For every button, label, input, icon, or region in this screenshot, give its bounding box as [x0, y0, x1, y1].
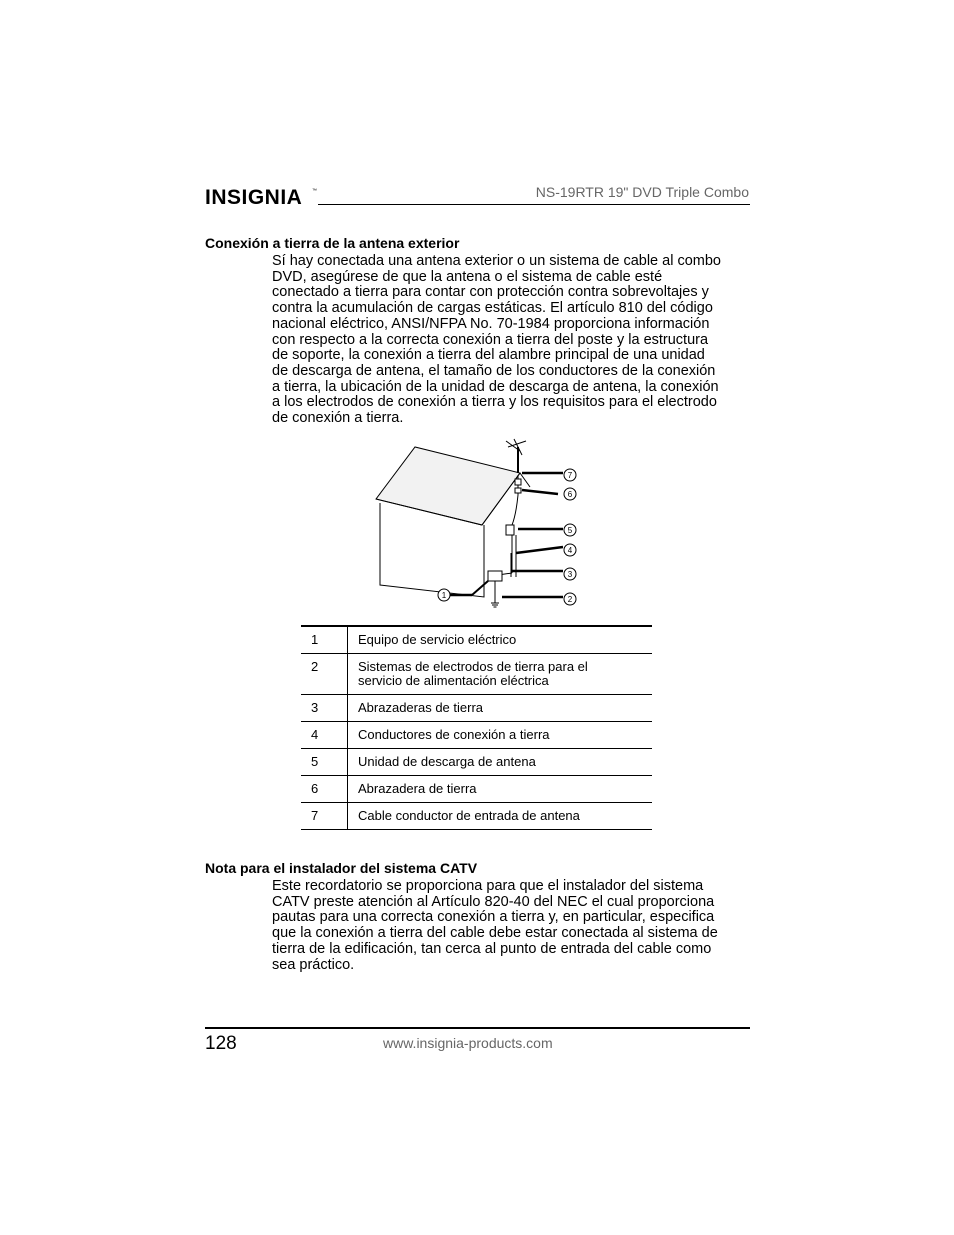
diagram-legend-table: [301, 625, 652, 830]
callout-7: [564, 469, 576, 481]
svg-text:INSIGNIA: INSIGNIA: [205, 186, 303, 209]
table-row: [301, 749, 652, 776]
table-row: [301, 776, 652, 803]
legend-number: 3: [301, 695, 348, 722]
section-heading-catv-note: Nota para el instalador del sistema CATV: [205, 860, 478, 876]
footer-divider: [205, 1027, 750, 1029]
svg-text:5: 5: [567, 526, 573, 535]
legend-number: 7: [301, 803, 348, 830]
svg-text:2: 2: [567, 595, 573, 604]
footer-url: www.insignia-products.com: [383, 1035, 553, 1051]
svg-text:7: 7: [567, 471, 573, 480]
legend-description: Cable conductor de entrada de antena: [348, 803, 653, 830]
table-row: [301, 695, 652, 722]
svg-text:™: ™: [312, 188, 317, 194]
callout-3: [564, 568, 576, 580]
callout-6: [564, 488, 576, 500]
legend-number: 1: [301, 626, 348, 654]
section-heading-antenna-grounding: Conexión a tierra de la antena exterior: [205, 235, 460, 251]
callout-1: [438, 589, 450, 601]
page-number: 128: [205, 1033, 237, 1054]
svg-text:3: 3: [567, 570, 573, 579]
callout-2: [564, 593, 576, 605]
header-divider: [318, 204, 750, 205]
discharge-unit: [506, 525, 514, 535]
legend-description: Unidad de descarga de antena: [348, 749, 653, 776]
table-row: [301, 626, 652, 654]
legend-number: 6: [301, 776, 348, 803]
table-row: [301, 722, 652, 749]
house-roof: [376, 447, 520, 525]
legend-description: Equipo de servicio eléctrico: [348, 626, 653, 654]
callout-5: [564, 524, 576, 536]
legend-number: 4: [301, 722, 348, 749]
section-body-antenna-grounding: Sí hay conectada una antena exterior o un sistema de cable al combo DVD, asegúrese de que la antena o el sistema de cable esté conectado a tierra para contar con protección contra sobrevoltajes y contra la acumulación de cargas estáticas. El artículo 810 del código nacional eléctrico, ANSI/NFPA No. 70-1984 proporciona información con respecto a la correcta conexión a tierra del poste y la estructura de soporte, la conexión a tierra del alambre principal de una unidad de descarga de antena, el tamaño de los conductores de la conexión a tierra, la ubicación de la unidad de descarga de antena, la conexión a los electrodos de conexión a tierra y los requisitos para el electrodo de conexión a tierra.: [272, 253, 721, 427]
table-row: [301, 654, 652, 695]
service-equipment: [488, 571, 502, 581]
antenna-grounding-diagram: [370, 435, 590, 610]
table-row: [301, 803, 652, 830]
legend-number: 2: [301, 654, 348, 695]
legend-description: Sistemas de electrodos de tierra para el servicio de alimentación eléctrica: [348, 654, 653, 695]
legend-description: Conductores de conexión a tierra: [348, 722, 653, 749]
svg-text:4: 4: [567, 546, 573, 555]
legend-description: Abrazaderas de tierra: [348, 695, 653, 722]
callout-4: [564, 544, 576, 556]
section-body-catv-note: Este recordatorio se proporciona para que el instalador del sistema CATV preste atención al Artículo 820-40 del NEC el cual proporciona pautas para una correcta conexión a tierra y, en particular, especifica que la conexión a tierra del cable debe estar conectada al sistema de tierra de la edificación, tan cerca al punto de entrada del cable como sea práctico.: [272, 878, 718, 973]
legend-number: 5: [301, 749, 348, 776]
svg-text:6: 6: [567, 490, 573, 499]
svg-text:1: 1: [441, 591, 447, 600]
insignia-logo: [205, 180, 317, 214]
legend-description: Abrazadera de tierra: [348, 776, 653, 803]
document-title: NS-19RTR 19" DVD Triple Combo: [535, 184, 749, 200]
